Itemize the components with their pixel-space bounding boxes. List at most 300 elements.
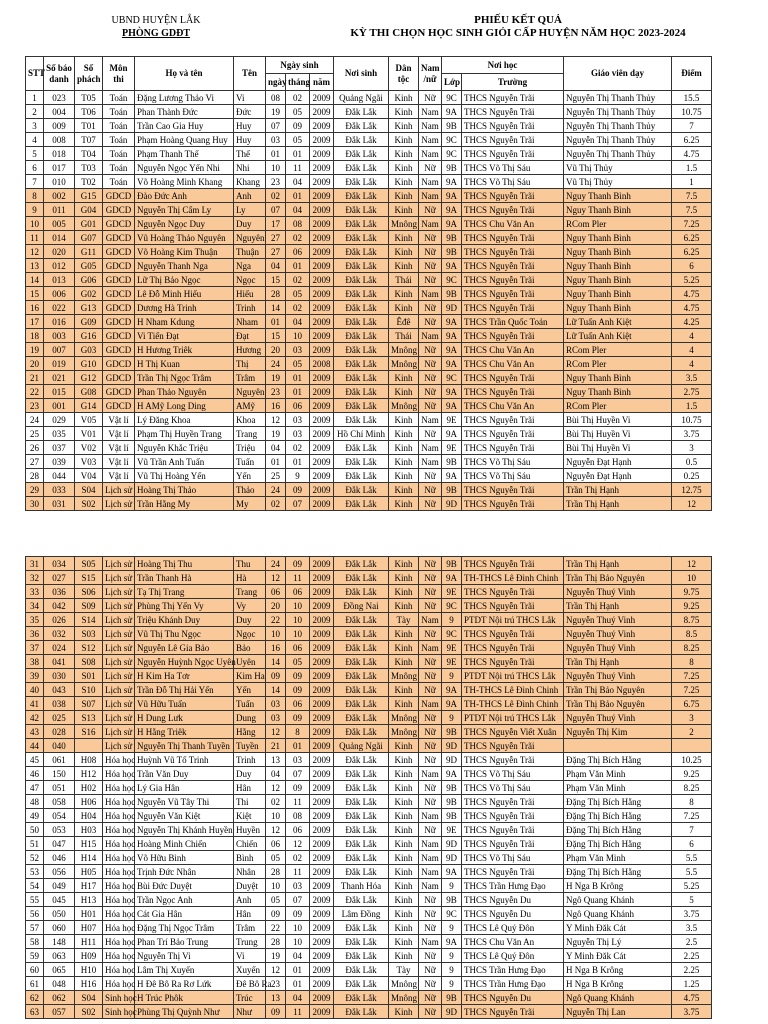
cell-stt: 4 xyxy=(26,133,44,147)
cell-gv: H Nga B Krông xyxy=(564,963,672,977)
cell-dantoc: Kinh xyxy=(389,879,419,893)
cell-gv: Nguy Thanh Bình xyxy=(564,287,672,301)
cell-dantoc: Kinh xyxy=(389,91,419,105)
cell-gv: Nguyễn Thị Kim xyxy=(564,725,672,739)
cell-sp: S08 xyxy=(75,655,103,669)
cell-stt: 44 xyxy=(26,739,44,753)
cell-truong: THCS Nguyễn Trãi xyxy=(462,245,564,259)
cell-sbd: 029 xyxy=(44,413,75,427)
cell-sbd: 041 xyxy=(44,655,75,669)
table-row xyxy=(26,427,712,441)
cell-noisinh: Đắk Lắk xyxy=(334,963,389,977)
cell-stt: 13 xyxy=(26,259,44,273)
cell-gv: Trần Thị Hạnh xyxy=(564,557,672,571)
cell-lop: 9B xyxy=(442,781,462,795)
cell-diem: 3 xyxy=(672,711,712,725)
cell-thang: 09 xyxy=(286,907,310,921)
cell-lop: 9E xyxy=(442,585,462,599)
cell-sp xyxy=(75,739,103,753)
cell-gv: Vũ Thị Thủy xyxy=(564,175,672,189)
cell-thang: 9 xyxy=(286,469,310,483)
cell-sp: H09 xyxy=(75,949,103,963)
cell-nam: 2009 xyxy=(310,753,334,767)
cell-thang: 10 xyxy=(286,935,310,949)
cell-mon: GDCD xyxy=(103,259,135,273)
cell-gv: Đặng Thị Bích Hằng xyxy=(564,809,672,823)
cell-ten: Tuyền xyxy=(234,739,266,753)
cell-thang: 06 xyxy=(286,399,310,413)
cell-nam: 2009 xyxy=(310,343,334,357)
cell-truong: THCS Nguyễn Trãi xyxy=(462,641,564,655)
cell-truong: THCS Nguyễn Trãi xyxy=(462,371,564,385)
cell-hoten: Phạm Hoàng Quang Huy xyxy=(135,133,234,147)
cell-gioitinh: Nữ xyxy=(419,385,442,399)
cell-ngay: 10 xyxy=(266,161,286,175)
cell-ten: Nhân xyxy=(234,865,266,879)
document-subtitle: KỲ THI CHỌN HỌC SINH GIỎI CẤP HUYỆN NĂM HỌC 2023-2024 xyxy=(350,27,686,39)
cell-lop: 9A xyxy=(442,865,462,879)
cell-dantoc: Mnông xyxy=(389,343,419,357)
cell-ngay: 23 xyxy=(266,385,286,399)
cell-sbd: 049 xyxy=(44,879,75,893)
cell-gioitinh: Nữ xyxy=(419,315,442,329)
cell-stt: 33 xyxy=(26,585,44,599)
col-header-noihoc: Nơi học xyxy=(442,57,564,74)
cell-thang: 07 xyxy=(286,893,310,907)
cell-noisinh: Đắk Lắk xyxy=(334,105,389,119)
cell-ten: Nguyên xyxy=(234,385,266,399)
cell-sp: S06 xyxy=(75,585,103,599)
cell-thang: 05 xyxy=(286,287,310,301)
cell-truong: THCS Chu Văn An xyxy=(462,399,564,413)
cell-dantoc: Kinh xyxy=(389,907,419,921)
cell-noisinh: Đắk Lắk xyxy=(334,823,389,837)
cell-hoten: Trần Đỗ Thị Hải Yến xyxy=(135,683,234,697)
col-header-gv: Giáo viên dạy xyxy=(564,57,672,91)
cell-sbd: 007 xyxy=(44,343,75,357)
table-row xyxy=(26,725,712,739)
table-row xyxy=(26,823,712,837)
cell-noisinh: Quảng Ngãi xyxy=(334,739,389,753)
cell-mon: GDCD xyxy=(103,217,135,231)
cell-gioitinh: Nam xyxy=(419,641,442,655)
cell-gioitinh: Nữ xyxy=(419,627,442,641)
cell-mon: Toán xyxy=(103,133,135,147)
cell-stt: 59 xyxy=(26,949,44,963)
cell-ngay: 03 xyxy=(266,697,286,711)
cell-sbd: 056 xyxy=(44,865,75,879)
cell-noisinh: Đồng Nai xyxy=(334,599,389,613)
cell-hoten: Vũ Hữu Tuấn xyxy=(135,697,234,711)
cell-gioitinh: Nam xyxy=(419,455,442,469)
cell-diem: 3.75 xyxy=(672,427,712,441)
cell-diem: 4 xyxy=(672,343,712,357)
cell-stt: 50 xyxy=(26,823,44,837)
cell-mon: Lịch sử xyxy=(103,571,135,585)
cell-gv: Bùi Thị Huyền Vi xyxy=(564,427,672,441)
cell-diem: 6.25 xyxy=(672,133,712,147)
cell-sbd: 054 xyxy=(44,809,75,823)
cell-dantoc: Kinh xyxy=(389,599,419,613)
cell-hoten: Nguyễn Vũ Tây Thi xyxy=(135,795,234,809)
cell-gv: RCom Pler xyxy=(564,357,672,371)
cell-nam: 2009 xyxy=(310,175,334,189)
cell-thang: 02 xyxy=(286,231,310,245)
cell-ten: Hân xyxy=(234,781,266,795)
cell-dantoc: Kinh xyxy=(389,739,419,753)
cell-truong: THCS Võ Thị Sáu xyxy=(462,851,564,865)
cell-sp: G04 xyxy=(75,203,103,217)
cell-diem: 7.25 xyxy=(672,669,712,683)
cell-dantoc: Kinh xyxy=(389,753,419,767)
table-row xyxy=(26,133,712,147)
cell-ten: Trinh xyxy=(234,753,266,767)
table-row xyxy=(26,385,712,399)
cell-lop: 9B xyxy=(442,893,462,907)
cell-gioitinh: Nữ xyxy=(419,711,442,725)
cell-ngay: 10 xyxy=(266,879,286,893)
table-row xyxy=(26,963,712,977)
table-row xyxy=(26,91,712,105)
cell-gv: Nguy Thanh Bình xyxy=(564,231,672,245)
cell-sbd: 005 xyxy=(44,217,75,231)
cell-sbd: 044 xyxy=(44,469,75,483)
cell-diem: 3.5 xyxy=(672,921,712,935)
issuer-block xyxy=(86,14,226,40)
cell-diem: 4.75 xyxy=(672,147,712,161)
cell-truong: THCS Trần Hưng Đạo xyxy=(462,963,564,977)
cell-gioitinh: Nam xyxy=(419,217,442,231)
cell-thang: 02 xyxy=(286,273,310,287)
cell-lop: 9D xyxy=(442,739,462,753)
cell-gv: Phạm Văn Minh xyxy=(564,767,672,781)
table-row xyxy=(26,119,712,133)
col-header-mon: Môn thi xyxy=(103,57,135,91)
cell-mon: Vật lí xyxy=(103,441,135,455)
cell-thang: 09 xyxy=(286,557,310,571)
cell-hoten: Trần Hằng My xyxy=(135,497,234,511)
table-row xyxy=(26,329,712,343)
cell-mon: Lịch sử xyxy=(103,599,135,613)
cell-ten: Như xyxy=(234,1005,266,1019)
cell-noisinh: Đắk Lắk xyxy=(334,371,389,385)
cell-thang: 06 xyxy=(286,585,310,599)
cell-ten: Nhi xyxy=(234,161,266,175)
cell-diem: 5.5 xyxy=(672,851,712,865)
cell-diem: 8.25 xyxy=(672,781,712,795)
cell-noisinh: Đắk Lắk xyxy=(334,725,389,739)
cell-hoten: Nguyễn Lê Gia Bảo xyxy=(135,641,234,655)
cell-noisinh: Đắk Lắk xyxy=(334,809,389,823)
cell-stt: 23 xyxy=(26,399,44,413)
cell-diem: 2.75 xyxy=(672,385,712,399)
cell-gv: Y Minh Đăk Cát xyxy=(564,921,672,935)
cell-sp: G08 xyxy=(75,385,103,399)
cell-ngay: 27 xyxy=(266,245,286,259)
table-row xyxy=(26,455,712,469)
cell-noisinh: Đắk Lắk xyxy=(334,697,389,711)
cell-sbd: 012 xyxy=(44,259,75,273)
cell-sbd: 150 xyxy=(44,767,75,781)
table-row xyxy=(26,851,712,865)
cell-sp: S01 xyxy=(75,669,103,683)
cell-hoten: Trần Ngọc Anh xyxy=(135,893,234,907)
col-header-truong: Trường xyxy=(462,74,564,91)
cell-sbd: 014 xyxy=(44,231,75,245)
cell-stt: 62 xyxy=(26,991,44,1005)
cell-nam: 2009 xyxy=(310,105,334,119)
cell-thang: 11 xyxy=(286,1005,310,1019)
cell-ten: Đê Bô Ra xyxy=(234,977,266,991)
cell-gioitinh: Nam xyxy=(419,329,442,343)
cell-nam: 2009 xyxy=(310,683,334,697)
cell-truong: THCS Nguyễn Trãi xyxy=(462,441,564,455)
cell-sbd: 062 xyxy=(44,991,75,1005)
cell-diem: 3.5 xyxy=(672,371,712,385)
cell-noisinh: Đắk Lắk xyxy=(334,641,389,655)
cell-gioitinh: Nữ xyxy=(419,357,442,371)
cell-gioitinh: Nam xyxy=(419,287,442,301)
col-header-sbd: Số báo danh xyxy=(44,57,75,91)
cell-mon: Lịch sử xyxy=(103,683,135,697)
cell-sbd: 051 xyxy=(44,781,75,795)
cell-mon: GDCD xyxy=(103,245,135,259)
table-row xyxy=(26,203,712,217)
cell-gv: Ngô Quang Khánh xyxy=(564,907,672,921)
cell-lop: 9B xyxy=(442,231,462,245)
col-header-nam: năm xyxy=(310,74,334,91)
cell-sbd: 034 xyxy=(44,557,75,571)
cell-lop: 9A xyxy=(442,935,462,949)
cell-thang: 8 xyxy=(286,725,310,739)
cell-ten: Huyền xyxy=(234,823,266,837)
cell-lop: 9A xyxy=(442,343,462,357)
cell-thang: 06 xyxy=(286,245,310,259)
cell-sp: G16 xyxy=(75,329,103,343)
cell-thang: 06 xyxy=(286,697,310,711)
cell-truong: THCS Nguyễn Trãi xyxy=(462,147,564,161)
cell-noisinh: Đắk Lắk xyxy=(334,585,389,599)
cell-mon: Toán xyxy=(103,119,135,133)
cell-thang: 01 xyxy=(286,385,310,399)
cell-nam: 2009 xyxy=(310,315,334,329)
cell-gv: Đặng Thị Bích Hằng xyxy=(564,753,672,767)
col-header-gioitinh: Nam /nữ xyxy=(419,57,442,91)
cell-dantoc: Mnông xyxy=(389,399,419,413)
cell-nam: 2009 xyxy=(310,809,334,823)
cell-sp: S12 xyxy=(75,641,103,655)
cell-diem: 6.75 xyxy=(672,697,712,711)
cell-hoten: H Thị Kuan xyxy=(135,357,234,371)
table-row xyxy=(26,497,712,511)
cell-truong: PTDT Nội trú THCS Lắk xyxy=(462,711,564,725)
cell-diem: 6.25 xyxy=(672,245,712,259)
cell-ngay: 10 xyxy=(266,627,286,641)
cell-nam: 2009 xyxy=(310,879,334,893)
cell-dantoc: Thái xyxy=(389,273,419,287)
cell-stt: 10 xyxy=(26,217,44,231)
cell-diem: 5.5 xyxy=(672,865,712,879)
cell-gioitinh: Nữ xyxy=(419,497,442,511)
cell-noisinh: Đắk Lắk xyxy=(334,497,389,511)
cell-sp: S14 xyxy=(75,613,103,627)
table-row xyxy=(26,613,712,627)
cell-noisinh: Đắk Lắk xyxy=(334,315,389,329)
cell-dantoc: Tày xyxy=(389,613,419,627)
cell-sbd: 013 xyxy=(44,273,75,287)
cell-noisinh: Đắk Lắk xyxy=(334,935,389,949)
cell-dantoc: Kinh xyxy=(389,161,419,175)
cell-noisinh: Đắk Lắk xyxy=(334,669,389,683)
cell-gioitinh: Nữ xyxy=(419,273,442,287)
cell-diem: 4.75 xyxy=(672,991,712,1005)
col-header-thang: tháng xyxy=(286,74,310,91)
cell-hoten: H AMỹ Long Ding xyxy=(135,399,234,413)
cell-lop: 9A xyxy=(442,329,462,343)
cell-mon: Hóa học xyxy=(103,753,135,767)
cell-lop: 9 xyxy=(442,949,462,963)
issuer-dept: PHÒNG GDĐT xyxy=(121,28,191,39)
cell-noisinh: Đắk Lắk xyxy=(334,231,389,245)
cell-truong: THCS Nguyễn Trãi xyxy=(462,427,564,441)
cell-ngay: 06 xyxy=(266,837,286,851)
cell-mon: Hóa học xyxy=(103,921,135,935)
cell-gv: Y Minh Đăk Cát xyxy=(564,949,672,963)
col-header-hoten: Họ và tên xyxy=(135,57,234,91)
table-row xyxy=(26,655,712,669)
cell-stt: 52 xyxy=(26,851,44,865)
cell-diem: 8 xyxy=(672,795,712,809)
cell-sbd: 026 xyxy=(44,613,75,627)
cell-dantoc: Kinh xyxy=(389,497,419,511)
cell-ngay: 04 xyxy=(266,441,286,455)
cell-ten: Duy xyxy=(234,217,266,231)
cell-noisinh: Đắk Lắk xyxy=(334,627,389,641)
cell-sbd: 017 xyxy=(44,161,75,175)
cell-sp: S04 xyxy=(75,483,103,497)
cell-hoten: Phan Thành Đức xyxy=(135,105,234,119)
cell-ngay: 23 xyxy=(266,977,286,991)
cell-gv: Phạm Văn Minh xyxy=(564,781,672,795)
cell-mon: Toán xyxy=(103,91,135,105)
cell-stt: 61 xyxy=(26,977,44,991)
cell-noisinh: Đắk Lắk xyxy=(334,329,389,343)
cell-diem: 7 xyxy=(672,119,712,133)
cell-dantoc: Kinh xyxy=(389,441,419,455)
cell-sp: H08 xyxy=(75,753,103,767)
cell-ngay: 24 xyxy=(266,557,286,571)
cell-lop: 9E xyxy=(442,641,462,655)
cell-hoten: H Hương Triêk xyxy=(135,343,234,357)
cell-gioitinh: Nữ xyxy=(419,585,442,599)
cell-sbd: 030 xyxy=(44,669,75,683)
cell-dantoc: Kinh xyxy=(389,245,419,259)
cell-nam: 2009 xyxy=(310,907,334,921)
cell-stt: 51 xyxy=(26,837,44,851)
cell-sp: H17 xyxy=(75,879,103,893)
table-row xyxy=(26,161,712,175)
cell-dantoc: Kinh xyxy=(389,119,419,133)
cell-mon: Lịch sử xyxy=(103,497,135,511)
cell-gv: Nguyễn Đạt Hạnh xyxy=(564,455,672,469)
cell-noisinh: Đắk Lắk xyxy=(334,483,389,497)
cell-truong: THCS Nguyễn Trãi xyxy=(462,753,564,767)
cell-dantoc: Kinh xyxy=(389,823,419,837)
cell-lop: 9 xyxy=(442,963,462,977)
cell-lop: 9A xyxy=(442,697,462,711)
cell-gioitinh: Nữ xyxy=(419,203,442,217)
cell-lop: 9C xyxy=(442,371,462,385)
cell-dantoc: Kinh xyxy=(389,301,419,315)
cell-hoten: H Nham Kdung xyxy=(135,315,234,329)
cell-sp: V01 xyxy=(75,427,103,441)
cell-thang: 01 xyxy=(286,963,310,977)
cell-thang: 06 xyxy=(286,823,310,837)
cell-thang: 01 xyxy=(286,739,310,753)
cell-sp: T06 xyxy=(75,105,103,119)
cell-diem: 1.5 xyxy=(672,399,712,413)
cell-gioitinh: Nữ xyxy=(419,907,442,921)
cell-ten: Trâm xyxy=(234,921,266,935)
cell-noisinh: Đắk Lắk xyxy=(334,571,389,585)
cell-dantoc: Mnông xyxy=(389,991,419,1005)
cell-noisinh: Đắk Lắk xyxy=(334,175,389,189)
cell-noisinh: Đắk Lắk xyxy=(334,753,389,767)
cell-dantoc: Kinh xyxy=(389,921,419,935)
cell-ngay: 09 xyxy=(266,1005,286,1019)
cell-ngay: 19 xyxy=(266,371,286,385)
col-header-lop: Lớp xyxy=(442,74,462,91)
cell-ngay: 02 xyxy=(266,795,286,809)
cell-thang: 03 xyxy=(286,343,310,357)
cell-hoten: Bùi Đức Duyệt xyxy=(135,879,234,893)
cell-sbd: 006 xyxy=(44,287,75,301)
cell-gv: Nguyễn Thị Lý xyxy=(564,935,672,949)
cell-diem: 4 xyxy=(672,329,712,343)
cell-ten: Trinh xyxy=(234,301,266,315)
cell-hoten: Trần Thị Ngọc Trâm xyxy=(135,371,234,385)
cell-ngay: 28 xyxy=(266,287,286,301)
document-title: PHIẾU KẾT QUẢ xyxy=(474,14,562,26)
cell-gioitinh: Nữ xyxy=(419,161,442,175)
cell-noisinh: Đắk Lắk xyxy=(334,119,389,133)
cell-lop: 9E xyxy=(442,655,462,669)
cell-nam: 2009 xyxy=(310,921,334,935)
cell-mon: Hóa học xyxy=(103,893,135,907)
cell-ten: Hà xyxy=(234,571,266,585)
cell-ten: Anh xyxy=(234,189,266,203)
cell-mon: Toán xyxy=(103,105,135,119)
table-row xyxy=(26,781,712,795)
cell-gv: RCom Pler xyxy=(564,399,672,413)
cell-dantoc: Kinh xyxy=(389,865,419,879)
cell-mon: Lịch sử xyxy=(103,585,135,599)
cell-ten: Hân xyxy=(234,907,266,921)
table-row xyxy=(26,641,712,655)
cell-nam: 2009 xyxy=(310,497,334,511)
cell-diem: 3 xyxy=(672,441,712,455)
cell-noisinh: Đắk Lắk xyxy=(334,147,389,161)
cell-dantoc: Kinh xyxy=(389,585,419,599)
cell-ten: Trang xyxy=(234,427,266,441)
table-row xyxy=(26,399,712,413)
cell-truong: THCS Võ Thị Sáu xyxy=(462,455,564,469)
cell-nam: 2009 xyxy=(310,287,334,301)
col-header-stt: STT xyxy=(26,57,44,91)
table-row xyxy=(26,753,712,767)
cell-mon: Lịch sử xyxy=(103,711,135,725)
cell-stt: 20 xyxy=(26,357,44,371)
